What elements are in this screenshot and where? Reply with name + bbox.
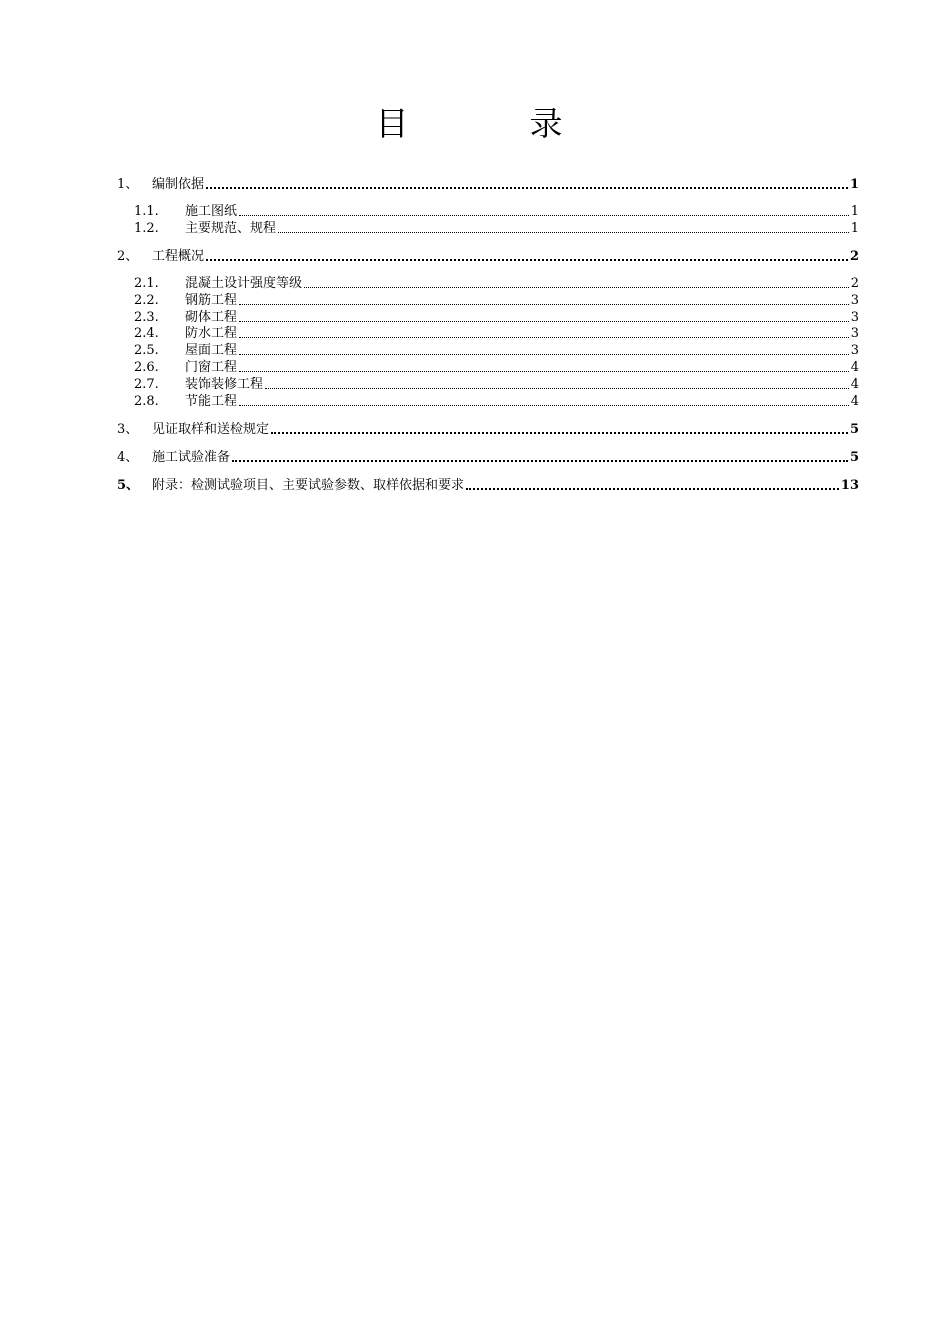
toc-entry-page: 1 [850,221,859,236]
toc-entry-number: 2.3. [134,310,159,325]
toc-entry-2-1[interactable] [117,275,859,292]
toc-dot-leader [239,404,849,406]
toc-entry-number: 1、 [117,177,139,192]
toc-entry-number: 2.2. [134,293,159,308]
toc-dot-leader [232,459,848,462]
toc-entry-page: 4 [850,377,859,392]
toc-dot-leader [206,186,848,189]
toc-entry-number: 2.1. [134,276,159,291]
toc-entry-2-5[interactable] [117,342,859,359]
toc-dot-leader [271,431,848,434]
toc-dot-leader [278,231,849,233]
toc-entry-label: 附录：检测试验项目、主要试验参数、取样依据和要求 [152,478,465,493]
toc-entry-page: 2 [849,249,859,264]
toc-entry-label: 防水工程 [185,326,238,341]
toc-entry-label: 工程概况 [152,249,205,264]
toc-dot-leader [239,303,849,305]
toc-entry-2[interactable] [117,248,859,265]
toc-entry-number: 2.4. [134,326,159,341]
toc-entry-2-7[interactable] [117,376,859,393]
toc-entry-page: 3 [850,310,859,325]
toc-dot-leader [239,336,849,338]
toc-entry-label: 砌体工程 [185,310,238,325]
toc-entry-1[interactable] [117,176,859,193]
toc-entry-2-8[interactable] [117,393,859,410]
toc-entry-2-2[interactable] [117,292,859,309]
toc-entry-label: 施工试验准备 [152,450,231,465]
toc-entry-label: 编制依据 [152,177,205,192]
toc-entry-label: 门窗工程 [185,360,238,375]
toc-entry-page: 4 [850,394,859,409]
toc-dot-leader [239,320,849,322]
toc-entry-label: 钢筋工程 [185,293,238,308]
toc-entry-number: 2、 [117,249,139,264]
toc-entry-page: 1 [850,204,859,219]
toc-entry-4[interactable] [117,449,859,466]
toc-dot-leader [466,487,839,490]
toc-entry-number: 1.2. [134,221,159,236]
toc-entry-number: 4、 [117,450,139,465]
toc-entry-1-1[interactable] [117,203,859,220]
toc-entry-page: 13 [840,478,859,493]
toc-entry-number: 2.7. [134,377,159,392]
toc-entry-label: 屋面工程 [185,343,238,358]
toc-dot-leader [265,387,849,389]
toc-entry-label: 施工图纸 [185,204,238,219]
toc-entry-page: 4 [850,360,859,375]
toc-entry-2-4[interactable] [117,325,859,342]
toc-entry-label: 装饰装修工程 [185,377,264,392]
toc-entry-page: 5 [849,450,859,465]
toc-entry-number: 2.8. [134,394,159,409]
toc-entry-2-6[interactable] [117,359,859,376]
toc-entry-2-3[interactable] [117,309,859,326]
toc-entry-number: 2.5. [134,343,159,358]
toc-entry-3[interactable] [117,421,859,438]
toc-entry-page: 3 [850,343,859,358]
toc-entry-label: 主要规范、规程 [185,221,277,236]
toc-entry-page: 1 [849,177,859,192]
toc-dot-leader [239,370,849,372]
toc-entry-label: 见证取样和送检规定 [152,422,270,437]
toc-entry-label: 节能工程 [185,394,238,409]
toc-dot-leader [206,258,848,261]
toc-entry-number: 5、 [117,478,140,493]
toc-entry-page: 3 [850,293,859,308]
toc-title: 目 录 [375,104,607,143]
toc-dot-leader [239,353,849,355]
toc-entry-label: 混凝土设计强度等级 [185,276,303,291]
toc-entry-number: 1.1. [134,204,159,219]
toc-entry-page: 5 [849,422,859,437]
toc-entry-page: 2 [850,276,859,291]
toc-entry-5[interactable] [117,477,859,494]
toc-entry-number: 2.6. [134,360,159,375]
toc-entry-1-2[interactable] [117,220,859,237]
toc-dot-leader [304,286,849,288]
toc-dot-leader [239,214,849,216]
toc-entry-page: 3 [850,326,859,341]
toc-entry-number: 3、 [117,422,139,437]
